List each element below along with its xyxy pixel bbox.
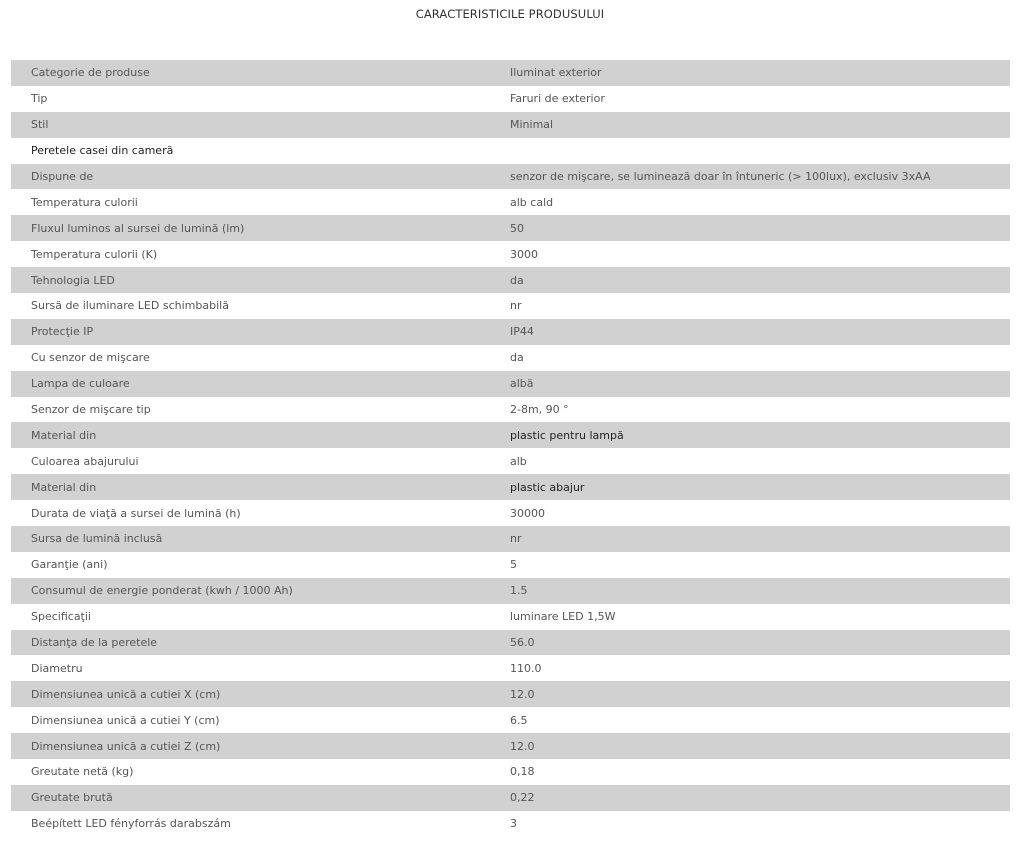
table-row [11,500,1010,526]
row-label: Culoarea abajurului [31,454,139,468]
table-row [11,60,1010,86]
row-value: 30000 [510,506,545,520]
row-label: Categorie de produse [31,66,150,80]
row-value: 110.0 [510,661,542,675]
table-row [11,811,1010,837]
specs-table [11,60,1010,837]
row-value: senzor de mişcare, se luminează doar în întuneric (> 100lux), exclusiv 3xAA [510,170,931,183]
table-row [11,371,1010,397]
row-value: 5 [510,558,517,572]
row-value: 1.5 [510,584,528,598]
row-label: Tehnologia LED [31,273,115,287]
row-value: plastic abajur [510,480,585,494]
row-label: Dimensiunea unică a cutiei Y (cm) [31,713,220,727]
table-row [11,785,1010,811]
row-value: 56.0 [510,636,535,650]
row-value: da [510,273,524,287]
row-value: 3000 [510,247,538,261]
row-value: nr [510,532,522,546]
table-row [11,578,1010,604]
table-row [11,448,1010,474]
row-value: alb [510,454,527,468]
table-row [11,422,1010,448]
table-row [11,655,1010,681]
row-value: da [510,351,524,365]
table-row [11,397,1010,423]
row-value: albă [510,377,534,391]
row-value: luminare LED 1,5W [510,610,616,624]
row-value: alb cald [510,195,554,209]
row-label: Peretele casei din cameră [31,144,174,158]
row-label: Diametru [31,661,83,675]
table-row [11,241,1010,267]
row-value: 12.0 [510,687,535,701]
table-row [11,138,1010,164]
table-row [11,681,1010,707]
table-row [11,630,1010,656]
table-row [11,164,1010,190]
row-label: Sursa de lumină inclusă [31,532,163,546]
table-row [11,474,1010,500]
row-label: Material din [31,428,97,442]
table-row [11,707,1010,733]
row-label: Senzor de mişcare tip [31,403,151,417]
row-label: Dimensiunea unică a cutiei Z (cm) [31,739,221,753]
row-label: Garanţie (ani) [31,558,108,572]
table-row [11,267,1010,293]
table-row [11,759,1010,785]
table-row [11,733,1010,759]
row-label: Distanţa de la peretele [31,636,158,650]
row-label: Stil [31,118,49,132]
row-label: Sursă de iluminare LED schimbabilă [31,299,229,313]
row-value: 0,22 [510,791,535,805]
row-label: Temperatura culorii (K) [31,247,158,261]
row-value: 12.0 [510,739,535,753]
table-row [11,604,1010,630]
table-row [11,552,1010,578]
row-label: Dispune de [31,170,94,183]
row-label: Greutate brută [31,791,113,805]
page-title: CARACTERISTICILE PRODUSULUI [415,7,605,21]
row-label: Lampa de culoare [31,377,130,391]
row-value: Faruri de exterior [510,92,605,106]
row-value: 2-8m, 90 ° [510,403,569,417]
row-label: Consumul de energie ponderat (kwh / 1000 Ah) [31,584,293,598]
row-value: 6.5 [510,713,528,727]
row-value: Iluminat exterior [510,66,602,80]
table-row [11,215,1010,241]
table-row [11,86,1010,112]
row-label: Fluxul luminos al sursei de lumină (lm) [31,221,245,235]
table-row [11,293,1010,319]
row-value: 3 [510,817,517,831]
row-value: IP44 [510,325,534,339]
row-label: Specificaţii [31,610,91,624]
row-label: Temperatura culorii [31,195,138,209]
table-row [11,189,1010,215]
row-value: Minimal [510,118,554,132]
row-label: Beépített LED fényforrás darabszám [31,817,231,831]
row-label: Protecţie IP [31,325,94,339]
table-row [11,112,1010,138]
row-label: Greutate netă (kg) [31,765,134,779]
table-row [11,319,1010,345]
table-row [11,526,1010,552]
row-value: nr [510,299,522,313]
row-label: Dimensiunea unică a cutiei X (cm) [31,687,221,701]
row-label: Durata de viaţă a sursei de lumină (h) [31,506,241,520]
table-row [11,345,1010,371]
row-value: 50 [510,221,524,235]
row-value: plastic pentru lampă [510,428,624,442]
row-label: Tip [31,92,48,106]
row-label: Cu senzor de mişcare [31,351,150,365]
row-label: Material din [31,480,97,494]
row-value: 0,18 [510,765,535,779]
